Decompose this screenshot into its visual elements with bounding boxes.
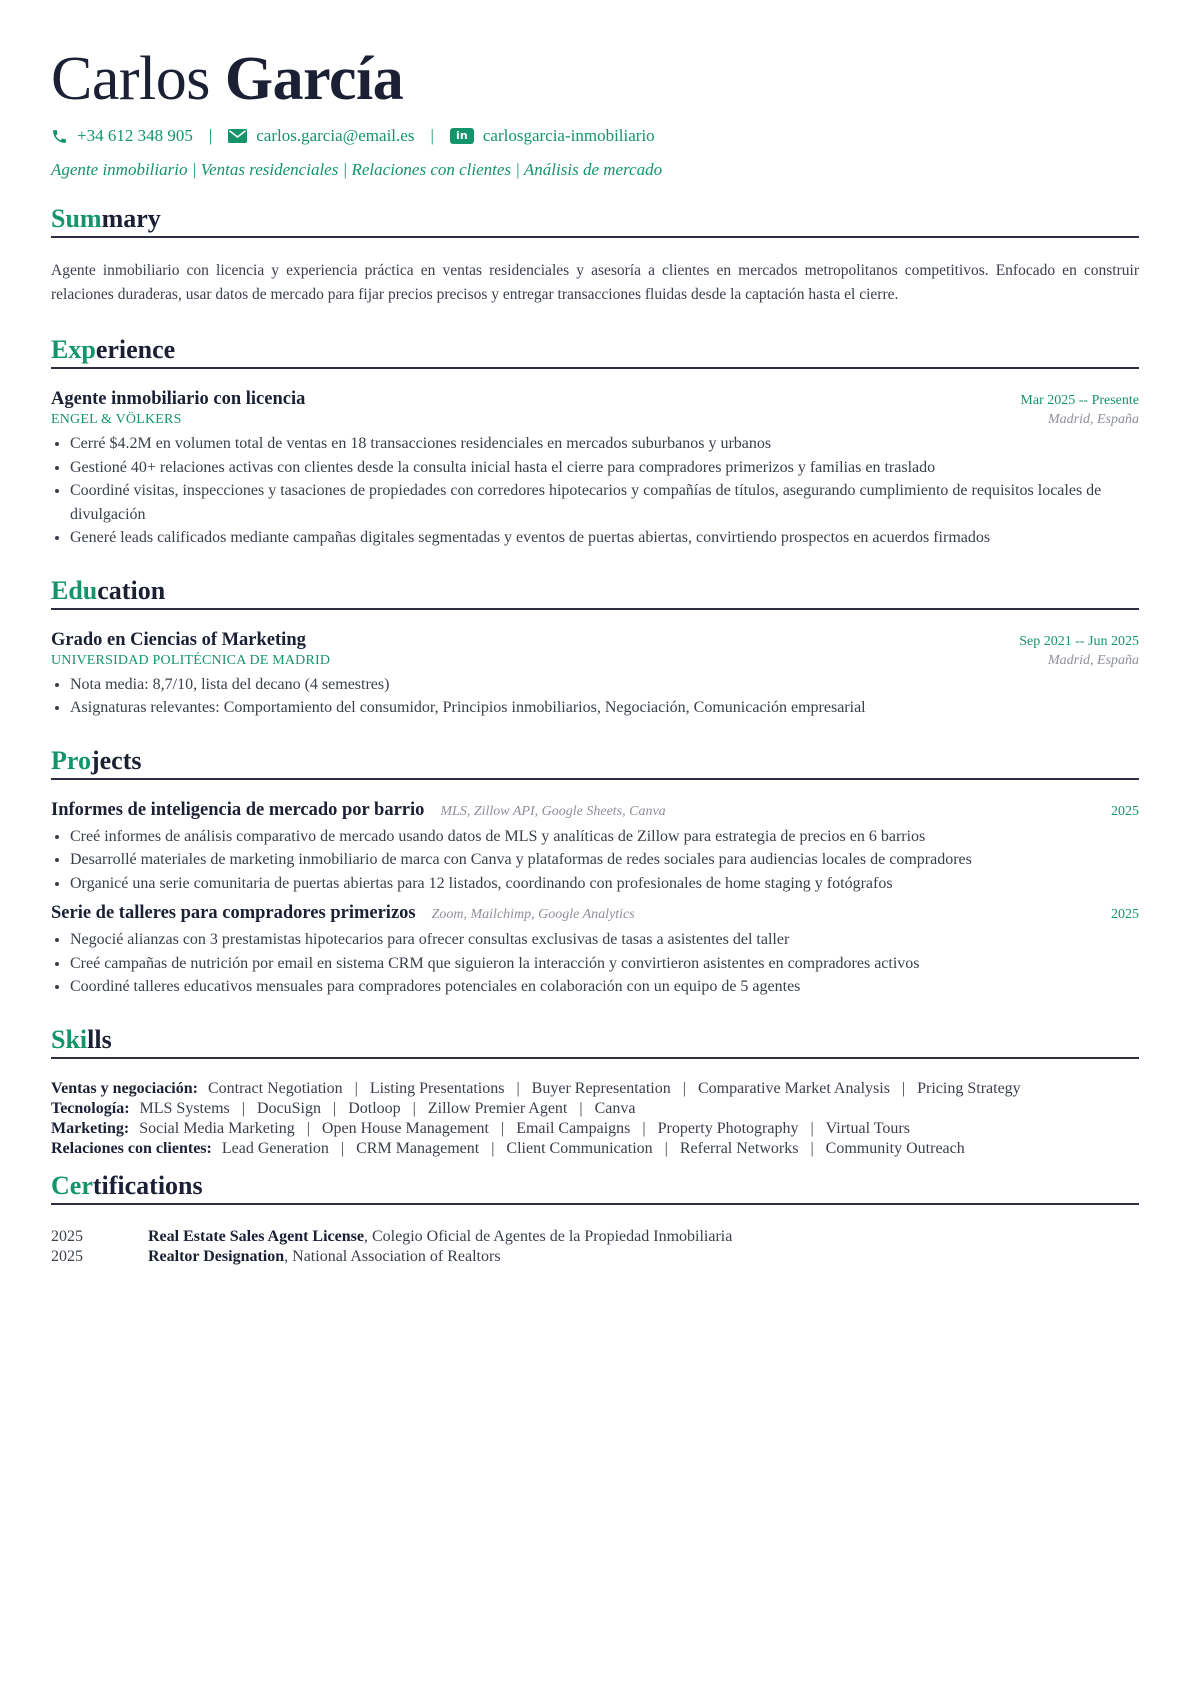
skill-divider: |	[642, 1119, 646, 1137]
skill-item: Social Media Marketing	[139, 1119, 295, 1137]
list-item: • Gestioné 40+ relaciones activas con clientes desde la consulta inicial hasta el cierre para compradores primerizos y familias en traslado	[70, 456, 1139, 480]
job-title: Agente inmobiliario con licencia	[51, 389, 306, 409]
cert-year: 2025	[51, 1247, 83, 1265]
certifications-section	[51, 1169, 1139, 1267]
project-year: 2025	[1111, 907, 1139, 922]
experience-entry	[51, 389, 1139, 550]
skill-item: Contract Negotiation	[207, 1079, 343, 1097]
section-title-accent: Sum	[51, 204, 102, 233]
section-title-accent: Ski	[51, 1024, 88, 1054]
skill-divider: |	[810, 1139, 814, 1157]
skill-item: Open House Management	[321, 1119, 489, 1137]
cert-issuer: , National Association of Realtors	[284, 1247, 501, 1265]
skill-divider: |	[901, 1079, 906, 1097]
section-title-accent: Exp	[51, 335, 96, 364]
skill-divider: |	[579, 1099, 583, 1117]
cert-issuer: , Colegio Oficial de Agentes de la Propiedad Inmobiliaria	[363, 1227, 733, 1245]
section-title-rest: lls	[87, 1024, 112, 1054]
skill-row	[51, 1099, 1139, 1119]
bullet-list	[51, 825, 1139, 896]
bullet-list	[51, 432, 1139, 550]
project-entry	[51, 800, 1139, 896]
skill-item: Lead Generation	[221, 1139, 329, 1157]
tagline: Agente inmobiliario | Ventas residenciales | Relaciones con clientes | Análisis de mercado	[51, 160, 663, 179]
list-item: • Cerré $4.2M en volumen total de ventas en 18 transacciones residenciales en mercados suburbanos y urbanos	[70, 432, 1139, 456]
list-item: • Coordiné visitas, inspecciones y tasaciones de propiedades con corredores hipotecarios y compañías de títulos, asegurando cumplimiento de requisitos locales de divulgación	[70, 479, 1139, 526]
skill-item: Community Outreach	[825, 1139, 965, 1157]
skill-row	[51, 1119, 1139, 1139]
university-name: UNIVERSIDAD POLITÉCNICA DE MADRID	[51, 652, 331, 668]
envelope-icon	[228, 129, 247, 143]
skill-item: DocuSign	[256, 1099, 321, 1117]
cert-year: 2025	[51, 1227, 83, 1245]
summary-text: Agente inmobiliario con licencia y experiencia práctica en ventas residenciales y asesoría a clientes en mercados metropolitanos competitivos. Enfocado en construir relaciones duraderas, usar datos de mercado para fijar precios precisos y entregar transacciones fluidas desde la captación hasta el cierre.	[51, 262, 1139, 303]
education-section	[51, 574, 1139, 720]
skill-item: Client Communication	[506, 1139, 653, 1157]
section-title-rest: cation	[97, 575, 166, 605]
contact-row	[51, 126, 1139, 146]
certification-row	[51, 1247, 1139, 1267]
job-location: Madrid, España	[1048, 412, 1139, 427]
skills-section	[51, 1023, 1139, 1159]
list-item: • Organicé una serie comunitaria de puertas abiertas para 12 listados, coordinando con profesionales de home staging y fotógrafos	[70, 872, 1139, 896]
phone-text: +34 612 348 905	[77, 126, 193, 145]
skill-item: Pricing Strategy	[917, 1079, 1021, 1097]
section-title	[51, 1023, 1139, 1059]
list-item: • Desarrollé materiales de marketing inmobiliario de marca con Canva y plataformas de redes sociales para audiencias locales de compradores	[70, 848, 1139, 872]
project-title: Serie de talleres para compradores primerizos	[51, 903, 416, 923]
skill-label: Relaciones con clientes:	[51, 1139, 212, 1157]
project-title: Informes de inteligencia de mercado por barrio	[51, 799, 425, 820]
email-text: carlos.garcia@email.es	[256, 126, 415, 145]
skill-label: Tecnología:	[51, 1099, 130, 1117]
linkedin-icon: in	[450, 128, 474, 144]
skill-item: Email Campaigns	[516, 1119, 631, 1137]
skill-item: CRM Management	[356, 1139, 480, 1157]
section-title-rest: jects	[90, 745, 142, 775]
list-item: • Creé informes de análisis comparativo de mercado usando datos de MLS y analíticas de Zillow para estrategia de precios en 6 barrios	[70, 825, 1139, 849]
last-name: García	[224, 45, 404, 113]
project-tech: MLS, Zillow API, Google Sheets, Canva	[440, 803, 666, 819]
skill-divider: |	[682, 1079, 686, 1097]
section-title	[51, 744, 1139, 780]
project-entry	[51, 903, 1139, 999]
summary-section	[51, 202, 1139, 307]
skill-item: Canva	[594, 1099, 636, 1117]
section-title-accent: Pro	[51, 745, 91, 775]
skill-divider: |	[306, 1119, 310, 1137]
skill-divider: |	[241, 1099, 245, 1117]
list-item: • Asignaturas relevantes: Comportamiento del consumidor, Principios inmobiliarios, Negociación, Comunicación empresarial	[70, 696, 1139, 720]
section-title-rest: tifications	[92, 1170, 203, 1200]
certification-row	[51, 1227, 1139, 1247]
skill-item: MLS Systems	[139, 1099, 230, 1117]
section-title-accent: Cer	[51, 1170, 93, 1200]
skill-divider: |	[354, 1079, 358, 1097]
skill-label: Marketing:	[51, 1119, 130, 1137]
skill-item: Comparative Market Analysis	[697, 1079, 890, 1097]
phone-contact[interactable]	[51, 126, 193, 146]
skill-label: Ventas y negociación:	[51, 1079, 198, 1097]
skill-divider: |	[340, 1139, 345, 1157]
list-item: • Negocié alianzas con 3 prestamistas hipotecarios para ofrecer consultas exclusivas de tasas a asistentes del taller	[70, 928, 1139, 952]
job-dates: Mar 2025 -- Presente	[1020, 393, 1139, 408]
bullet-list	[51, 928, 1139, 999]
first-name: Carlos	[51, 45, 210, 113]
skill-divider: |	[412, 1099, 416, 1117]
skill-item: Virtual Tours	[825, 1119, 910, 1137]
cert-name: Realtor Designation	[148, 1247, 285, 1265]
section-title-accent: Edu	[51, 575, 98, 605]
skill-item: Property Photography	[657, 1119, 799, 1137]
skill-item: Zillow Premier Agent	[427, 1099, 568, 1117]
education-entry	[51, 630, 1139, 720]
phone-icon	[51, 128, 68, 145]
certifications-list	[51, 1227, 1139, 1267]
project-year: 2025	[1111, 803, 1139, 819]
education-location: Madrid, España	[1048, 652, 1139, 668]
experience-section	[51, 333, 1139, 550]
skill-divider: |	[332, 1099, 337, 1117]
skill-divider: |	[810, 1119, 814, 1137]
list-item: • Nota media: 8,7/10, lista del decano (4 semestres)	[70, 673, 1139, 697]
section-title	[51, 333, 1139, 369]
section-title	[51, 202, 1139, 238]
list-item: • Generé leads calificados mediante campañas digitales segmentadas y eventos de puertas abiertas, convirtiendo prospectos en acuerdos firmados	[70, 526, 1139, 550]
email-contact[interactable]	[228, 126, 414, 146]
contact-separator: |	[208, 126, 213, 145]
skill-item: Listing Presentations	[369, 1079, 505, 1097]
skill-divider: |	[516, 1079, 520, 1097]
skills-list	[51, 1079, 1139, 1159]
skill-item: Dotloop	[348, 1099, 401, 1117]
company-name: ENGEL & VÖLKERS	[51, 412, 182, 427]
candidate-name	[51, 44, 1139, 114]
education-dates: Sep 2021 -- Jun 2025	[1019, 633, 1139, 649]
degree-title: Grado en Ciencias of Marketing	[51, 629, 306, 650]
skill-divider: |	[500, 1119, 505, 1137]
skill-row	[51, 1079, 1139, 1099]
cert-name: Real Estate Sales Agent License	[148, 1227, 364, 1245]
contact-separator: |	[430, 126, 434, 145]
list-item: • Coordiné talleres educativos mensuales para compradores potenciales en colaboración con un equipo de 5 agentes	[70, 975, 1139, 999]
linkedin-contact[interactable]	[450, 126, 655, 146]
skill-row	[51, 1139, 1139, 1159]
skill-item: Buyer Representation	[531, 1079, 671, 1097]
section-title-rest: mary	[101, 204, 161, 233]
list-item: • Creé campañas de nutrición por email en sistema CRM que siguieron la interacción y convirtieron asistentes en compradores activos	[70, 952, 1139, 976]
bullet-list	[51, 673, 1139, 720]
section-title	[51, 1169, 1139, 1205]
linkedin-text: carlosgarcia-inmobiliario	[482, 126, 655, 145]
skill-divider: |	[491, 1139, 495, 1157]
project-tech: Zoom, Mailchimp, Google Analytics	[431, 907, 635, 922]
projects-section	[51, 744, 1139, 999]
section-title-rest: erience	[95, 335, 176, 364]
section-title	[51, 574, 1139, 610]
skill-divider: |	[664, 1139, 668, 1157]
skill-item: Referral Networks	[679, 1139, 799, 1157]
